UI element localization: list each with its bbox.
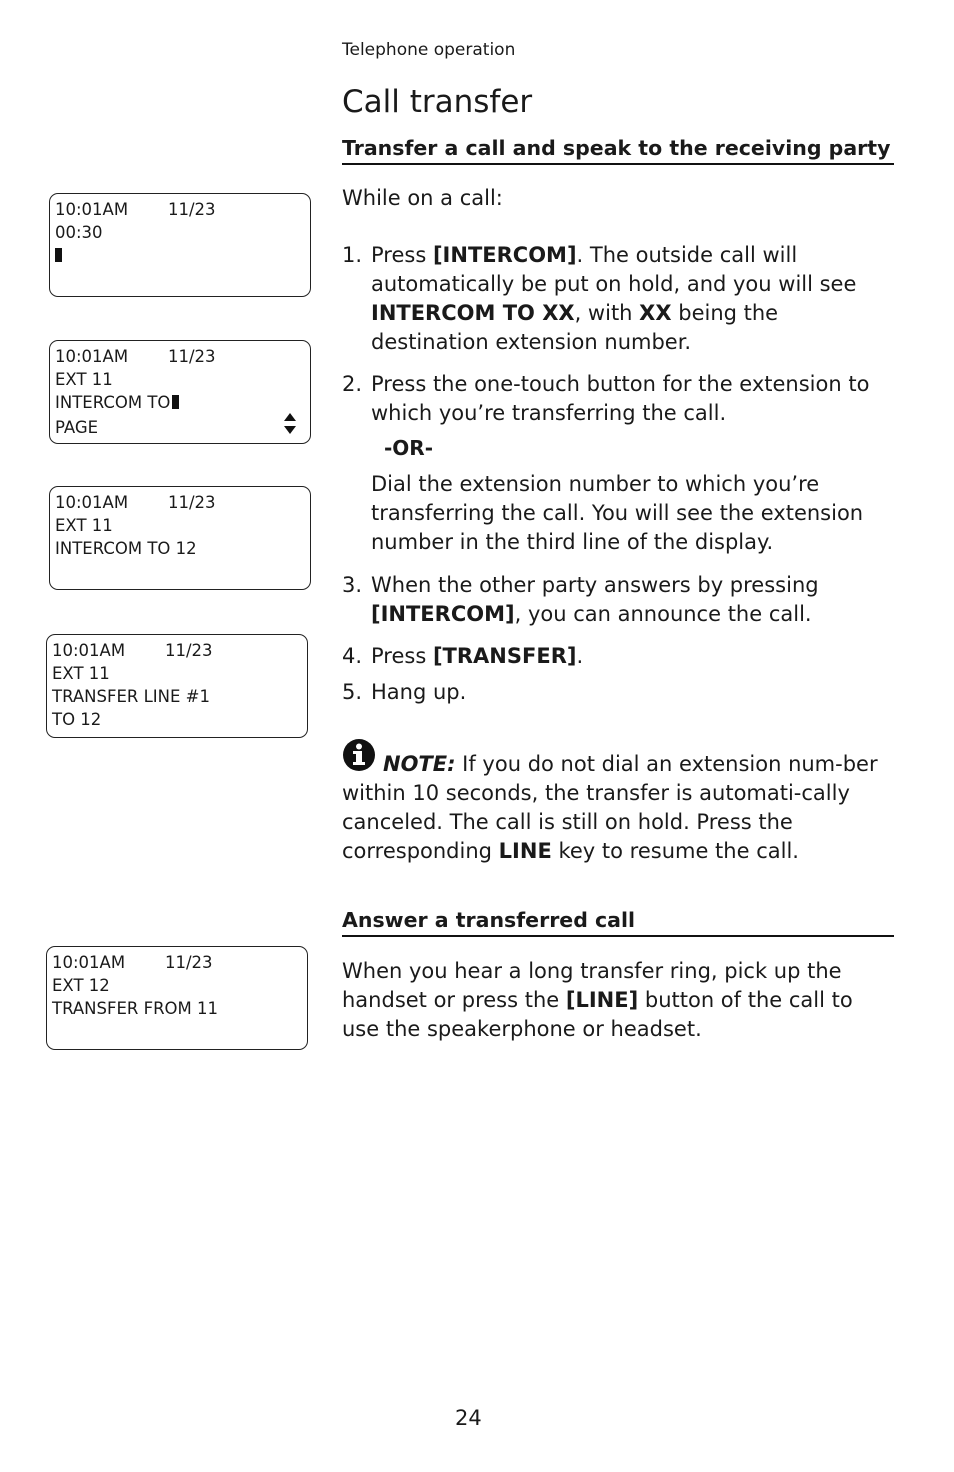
cursor-block bbox=[172, 395, 179, 409]
step-number: 4. bbox=[342, 644, 363, 668]
lcd-date: 11/23 bbox=[168, 200, 216, 219]
answer-text: When you hear a long transfer ring, pick up the handset or press the [LINE] button of the call to use the speakerphone or headset. bbox=[342, 959, 853, 1041]
section-heading-transfer: Transfer a call and speak to the receiving party bbox=[342, 136, 894, 165]
lcd-date: 11/23 bbox=[168, 347, 216, 366]
lcd-line: EXT 11 bbox=[55, 516, 113, 535]
lcd-line: 00:30 bbox=[55, 223, 103, 242]
lcd-line: TRANSFER FROM 11 bbox=[52, 999, 219, 1018]
step-text: Press the one-touch button for the extension to which you’re transferring the call. bbox=[371, 372, 870, 425]
lcd-line: INTERCOM TO bbox=[55, 393, 171, 412]
step-text: Press [INTERCOM]. The outside call will automatically be put on hold, and you will see INTERCOM TO XX, with XX being the destination extension number. bbox=[371, 243, 857, 354]
lcd-date: 11/23 bbox=[165, 641, 213, 660]
step-number: 1. bbox=[342, 243, 363, 267]
running-header: Telephone operation bbox=[342, 40, 516, 60]
lcd-date: 11/23 bbox=[168, 493, 216, 512]
or-label: -OR- bbox=[384, 436, 434, 460]
note-text: NOTE: If you do not dial an extension num-ber within 10 seconds, the transfer is automati-cally canceled. The call is still on hold. Press the corresponding LINE key to resume the call. bbox=[342, 752, 878, 863]
lcd-display-intercom-to bbox=[49, 486, 311, 590]
step-text: Press [TRANSFER]. bbox=[371, 644, 584, 668]
section-heading-answer: Answer a transferred call bbox=[342, 908, 894, 937]
step-number: 3. bbox=[342, 573, 363, 597]
lcd-time: 10:01AM bbox=[55, 200, 129, 219]
lcd-line: EXT 11 bbox=[52, 664, 110, 683]
step-number: 2. bbox=[342, 372, 363, 396]
lcd-display-intercom-select bbox=[49, 340, 311, 444]
step-number: 5. bbox=[342, 680, 363, 704]
lcd-line: INTERCOM TO 12 bbox=[55, 539, 197, 558]
note-label: NOTE: bbox=[383, 752, 456, 776]
page-title: Call transfer bbox=[342, 84, 533, 120]
lcd-line: EXT 11 bbox=[55, 370, 113, 389]
lcd-line: TO 12 bbox=[52, 710, 102, 729]
cursor-block bbox=[55, 248, 62, 262]
page-number: 24 bbox=[455, 1406, 482, 1430]
scroll-arrows-icon bbox=[284, 413, 296, 435]
lcd-time: 10:01AM bbox=[55, 347, 129, 366]
lcd-line: PAGE bbox=[55, 418, 99, 437]
lcd-display-call-timer bbox=[49, 193, 311, 297]
lcd-date: 11/23 bbox=[165, 953, 213, 972]
lcd-time: 10:01AM bbox=[55, 493, 129, 512]
step-text: When the other party answers by pressing [INTERCOM], you can announce the call. bbox=[371, 573, 819, 626]
intro-text: While on a call: bbox=[342, 186, 503, 210]
lcd-line: TRANSFER LINE #1 bbox=[52, 687, 210, 706]
step-text: Hang up. bbox=[371, 680, 467, 704]
lcd-time: 10:01AM bbox=[52, 641, 126, 660]
lcd-line: EXT 12 bbox=[52, 976, 110, 995]
step-2-alternative: Dial the extension number to which you’re transferring the call. You will see the extension number in the third line of the display. bbox=[371, 472, 864, 554]
lcd-time: 10:01AM bbox=[52, 953, 126, 972]
lcd-display-transfer-from bbox=[46, 946, 308, 1050]
lcd-display-transfer-line bbox=[46, 634, 308, 738]
